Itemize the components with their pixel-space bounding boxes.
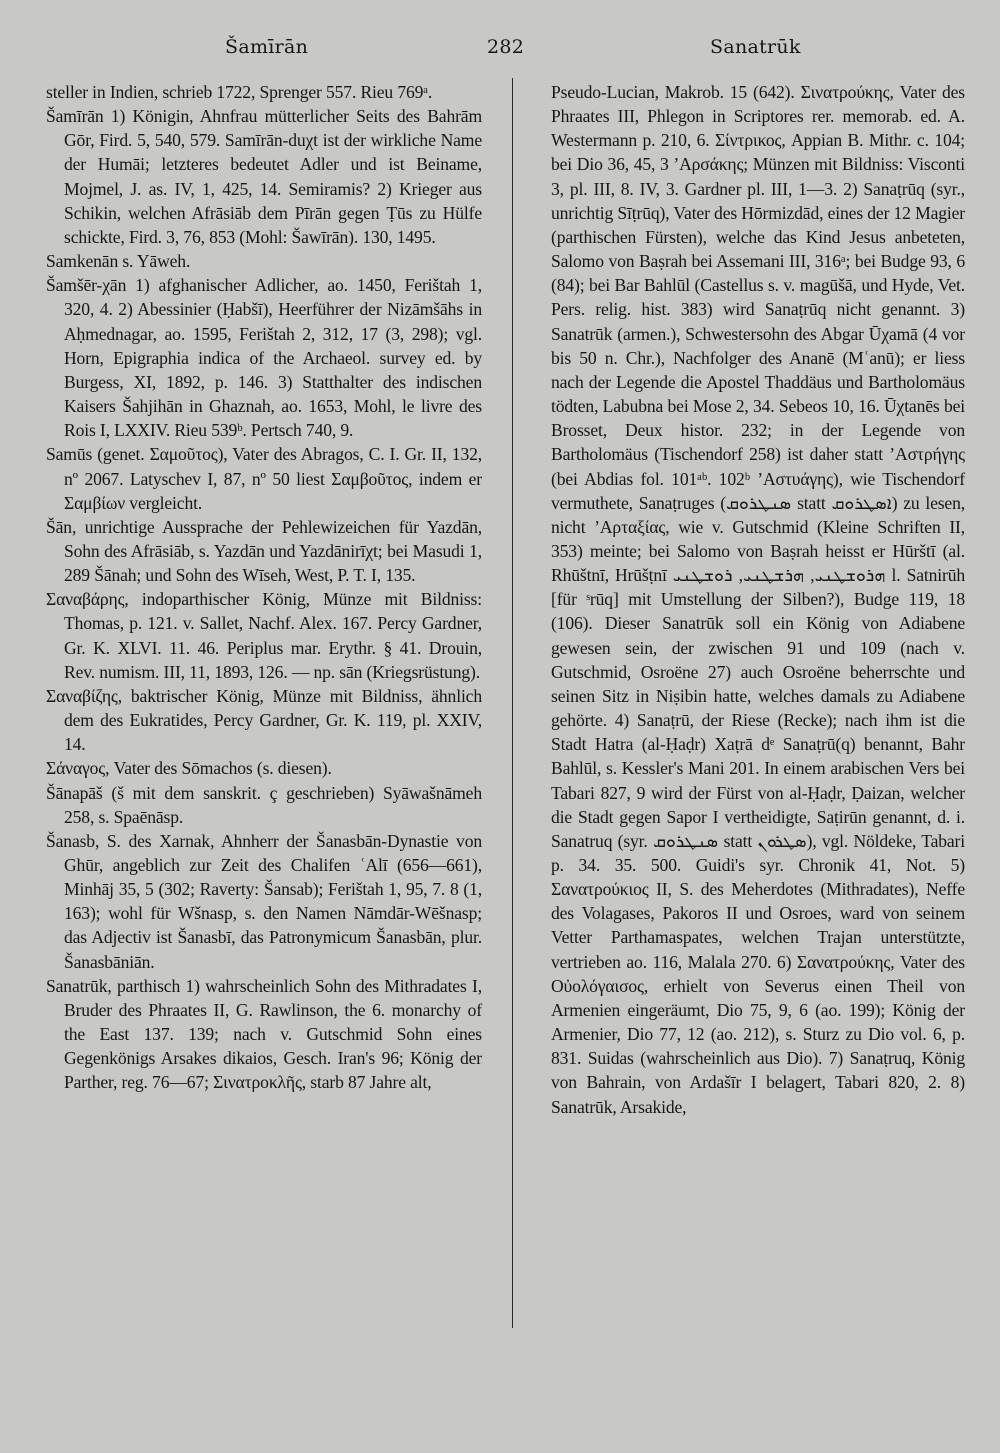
entry-samus: Samūs (genet. Σαμοῦτος), Vater des Abragos, C. I. Gr. II, 132, nº 2067. Latyschev I, 87, nº 50 liest Σαμβοῦτος, indem er Σαμβίων vergleicht. xyxy=(46,444,482,513)
entry-sanatruk-continuation: Pseudo-Lucian, Makrob. 15 (642). Σινατρούκης, Vater des Phraates III, Phlegon in Scriptores rer. memorab. ed. A. Westermann p. 210, 6. Σίντρικος, Appian B. Mithr. c. 104; bei Dio 36, 45, 3 ʼΑρσάκης; Münzen mit Bildniss: Visconti 3, pl. III, 8. IV, 3. Gardner pl. III, 1—3. 2) Sanaṭrūq (syr., unrichtig Sīṭrūq), Vater des Hōrmizdād, eines der 12 Magier (parthischen Fürsten), welche das Kind Jesus anbeteten, Salomo von Baṣrah bei Assemani III, 316ᵃ; bei Budge 93, 6 (84); bei Bar Bahlūl (Castellus s. v. magūšā, und Hyde, Vet. Pers. relig. hist. 383) wird Sanaṭrūq nicht genannt. 3) Sanatrūk (armen.), Schwestersohn des Abgar Ūχamā (4 vor bis 50 n. Chr.), Nachfolger des Ananē (Mʿanū); er liess nach der Legende die Apostel Thaddäus und Bartholomäus tödten, Labubna bei Mose 2, 34. Sebeos 10, 16. Ūχtanēs bei Brosset, Deux histor. 232; in der Legende von Bartholomäus (Tischendorf 258) ist daher statt ʼΑστρήγης (bei Abdias fol. 101ᵃᵇ. 102ᵇ ʼΑστυάγης), wie Tischendorf vermuthete, Sanaṭruges (ܣܢܛܪܘܩ statt ܐܣܛܪܘܩ) zu lesen, nicht ʼΑρταξίας, wie v. Gutschmid (Kleine Schriften II, 353) meinte; bei Salomo von Baṣrah heisst er Hūrštī (al. Rhūštnī, Hrūšṭnī ܗܪܘܫܛܢܝ, ܗܪܫܛܢܝ, ܪܘܫܛܢܝ l. Satnirūh [für ˢrūq] mit Umstellung der Silben?), Budge 119, 18 (106). Dieser Sanatrūk soll ein König von Adiabene gewesen sein, der zwischen 91 und 109 (nach v. Gutschmid, Osroëne 27) auch Osroëne beherrschte und seinen Sitz in Niṣibin hatte, welches damals zu Adiabene gehörte. 4) Sanaṭrū, der Riese (Recke); nach ihm ist die Stadt Hatra (al-Ḥaḍr) Χaṭrā dᵉ Sanaṭrū(q) benannt, Bahr Bahlūl, s. Kessler's Mani 201. In einem arabischen Vers bei Tabari 827, 9 wird der Fürst von al-Ḥaḍr, Ḍaizan, welcher die Stadt gegen Sapor I vertheidigte, Saṭirūn genannt, d. i. Sanatruq (syr. ܣܢܛܪܘܩ statt ܣܛܪܘܢ), vgl. Nöldeke, Tabari p. 34. 35. 500. Guidi's syr. Chronik 41, Not. 5) Σανατρούκιος II, S. des Meherdotes (Mithradates), Neffe des Volagases, Pakoros II und Osroes, ward von seinem Vetter Parthamaspates, welchen Trajan unterstützte, vertrieben ao. 116, Malala 270. 6) Σανατρούκης, Vater des Οὐολόγαισος, erhielt von Severus einen Theil von Armenien eingeräumt, Dio 75, 9, 6 (ao. 199); König der Armenier, Dio 77, 12 (ao. 212), s. Sturz zu Dio vol. 6, p. 831. Suidas (wahrscheinlich aus Dio). 7) Sanaṭruq, König von Bahrain, von Ardašīr I belagert, Tabari 820, 2. 8) Sanatrūk, Arsakide, xyxy=(551,82,965,1117)
entry-sanabares: Σαναβάρης, indoparthischer König, Münze mit Bildniss: Thomas, p. 121. v. Sallet, Nachf. Alex. 167. Percy Gardner, Gr. K. XLVI. 11. 46. Periplus mar. Erythr. § 41. Drouin, Rev. numism. III, 11, 1893, 126. — np. sān (Kriegsrüstung). xyxy=(46,589,482,682)
entry-sanatruk: Sanatrūk, parthisch 1) wahrscheinlich Sohn des Mithradates I, Bruder des Phraates II, G. Rawlinson, the 6. monarchy of the East 137. 139; nach v. Gutschmid Sohn eines Gegenkönigs Arsakes dikaios, Gesch. Iran's 96; König der Parther, reg. 76—67; Σινατροκλῆς, starb 87 Jahre alt, xyxy=(46,975,482,1093)
running-head-left: Šamīrān xyxy=(225,36,309,58)
entry-continuation: steller in Indien, schrieb 1722, Sprenger 557. Rieu 769ᵃ. xyxy=(46,82,433,102)
column-divider xyxy=(512,78,513,1328)
entry-sanapas: Šānapāš (š mit dem sanskrit. ç geschrieben) Syāwašnāmeh 258, s. Spaēnāsp. xyxy=(46,782,482,827)
entry-samiran: Šamīrān 1) Königin, Ahnfrau mütterlicher Seits des Bahrām Gōr, Fird. 5, 540, 579. Samīrān-duχt ist der wirkliche Name der Humāi; letzteres bedeutet Adler und ist Beiname, Mojmel, J. as. IV, 1, 425, 14. Semiramis? 2) Krieger aus Schikin, welchen Afrāsiāb dem Pīrān gegen Ṭūs zu Hülfe schickte, Fird. 3, 76, 853 (Mohl: Šawīrān). 130, 1495. xyxy=(46,106,482,247)
right-column xyxy=(551,80,965,1119)
entry-samkenan: Samkenān s. Yāweh. xyxy=(46,251,191,272)
entry-sanabizes: Σαναβίζης, baktrischer König, Münze mit Bildniss, ähnlich dem des Eukratides, Percy Gardner, Gr. K. 119, pl. XXIV, 14. xyxy=(46,685,482,755)
running-head-right: Sanatrūk xyxy=(710,36,801,58)
entry-sanagos: Σάναγος, Vater des Sōmachos (s. diesen). xyxy=(46,758,332,779)
page-number: 282 xyxy=(487,36,525,58)
entry-sanasb: Šanasb, S. des Xarnak, Ahnherr der Šanasbān-Dynastie von Ghūr, angeblich zur Zeit des Chalifen ʿAlī (656—661), Minhāj 35, 5 (302; Raverty: Šansab); Ferištah 1, 95, 7. 8 (1, 163); wohl für Wšnasp, s. den Namen Nāmdār-Wēšnasp; das Adjectiv ist Šanasbī, das Patronymicum Šanasbān, plur. Šanasbāniān. xyxy=(46,830,482,972)
entry-samser-xan: Šamšēr-χān 1) afghanischer Adlicher, ao. 1450, Ferištah 1, 320, 4. 2) Abessinier (Ḥabšī), Heerführer der Nizāmšāhs in Aḥmednagar, ao. 1595, Ferištah 2, 312, 17 (3, 298); vgl. Horn, Epigraphia indica of the Archaeol. survey ed. by Burgess, XI, 1892, p. 146. 3) Statthalter des indischen Kaisers Šahjihān in Ghaznah, ao. 1653, Mohl, le livre des Rois I, LXXIV. Rieu 539ᵇ. Pertsch 740, 9. xyxy=(46,275,482,441)
entry-san: Šān, unrichtige Aussprache der Pehlewizeichen für Yazdān, Sohn des Afrāsiāb, s. Yazdān und Yazdānirīχt; bei Masudi 1, 289 Šānah; und Sohn des Wīseh, West, P. T. I, 135. xyxy=(46,516,482,586)
left-column xyxy=(46,80,482,1095)
